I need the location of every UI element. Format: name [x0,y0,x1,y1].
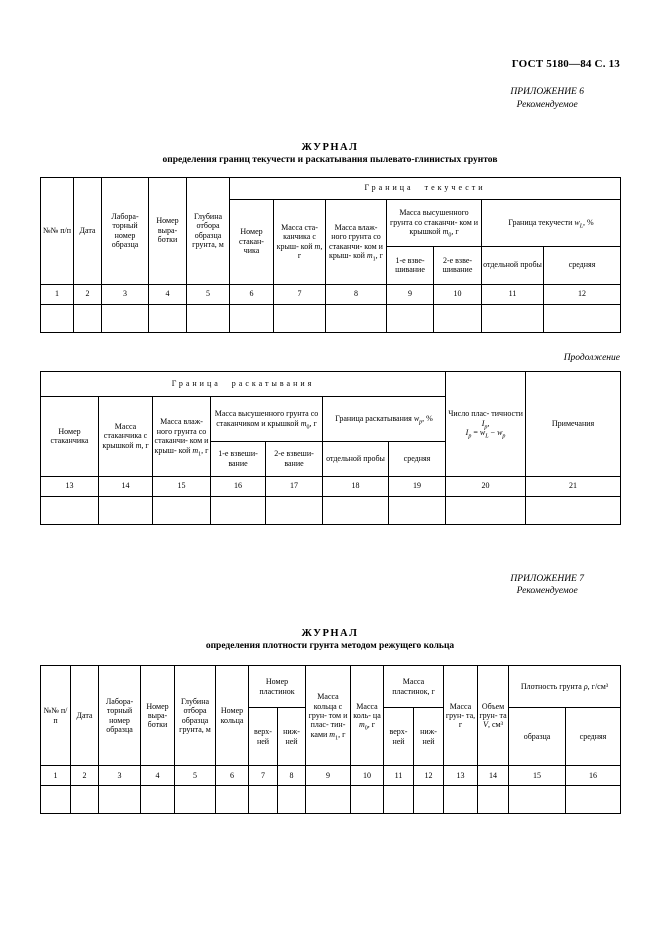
col-header-lab-sample-number: Лабора- торный номер образца [99,666,141,766]
empty-cell [446,496,526,524]
col-header-second-weighing: 2-е взве- шивание [434,246,482,284]
col-header-notes: Примечания [526,371,621,476]
col-number-cell: 14 [478,766,509,786]
col-header-soil-volume: Объем грун- та V, см³ [478,666,509,766]
col-number-cell: 7 [274,284,326,304]
col-number-cell: 15 [153,476,211,496]
journal-2-title: ЖУРНАЛ [301,628,359,640]
col-number-cell: 4 [141,766,175,786]
empty-cell [306,786,351,814]
col-header-lower-plate-mass: ниж- ней [414,708,444,766]
appendix-7 [40,573,620,599]
col-header-first-weighing: 1-е взвеши- вание [211,441,266,476]
col-header-wet-soil-mass: Масса влаж- ного грунта со стаканчи- ком и крыш- кой $m_1$, г [326,199,387,284]
col-header-working-number: Номер выра- ботки [149,177,187,284]
col-number-cell: 3 [102,284,149,304]
empty-cell [444,786,478,814]
empty-cell [384,786,414,814]
col-number-cell: 14 [99,476,153,496]
col-header-cup-lid-mass: Масса ста- канчика с крыш- кой m, г [274,199,326,284]
col-number-cell: 15 [509,766,566,786]
empty-cell [74,304,102,332]
col-number-cell: 10 [351,766,384,786]
group-header-rolling-limit: Граница раскатывания [41,371,446,396]
empty-cell [566,786,621,814]
empty-entry-row [41,496,621,524]
col-header-cup-number: Номер стакан- чика [230,199,274,284]
table-rolling-limit [40,371,621,525]
empty-cell [99,786,141,814]
empty-cell [544,304,621,332]
group-header-liquid-limit-value: Граница текучести $w_L$, % [482,199,621,246]
col-number-cell: 1 [41,284,74,304]
empty-cell [153,496,211,524]
col-header-lower-plate: ниж- ней [278,708,306,766]
col-number-cell: 5 [175,766,216,786]
col-header-single-sample: отдельной пробы [482,246,544,284]
empty-cell [351,786,384,814]
col-header-average: средняя [389,441,446,476]
group-header-liquid-limit: Граница текучести [230,177,621,199]
col-number-cell: 11 [482,284,544,304]
empty-cell [149,304,187,332]
empty-cell [216,786,249,814]
empty-cell [102,304,149,332]
header-row-1 [41,177,621,199]
col-number-cell: 10 [434,284,482,304]
empty-cell [249,786,278,814]
empty-cell [41,786,71,814]
empty-cell [41,304,74,332]
group-header-dry-soil-mass: Масса высушенного грунта со стаканчи- ком и крышкой $m_0$, г [387,199,482,246]
col-number-cell: 1 [41,766,71,786]
journal-1-subtitle: определения границ текучести и раскатывания пылевато-глинистых грунтов [162,154,498,165]
col-number-cell: 6 [230,284,274,304]
group-header-plate-numbers: Номер пластинок [249,666,306,708]
col-header-sampling-depth: Глубина отбора образца грунта, м [175,666,216,766]
col-number-cell: 2 [71,766,99,786]
col-header-density-average: средняя [566,708,621,766]
empty-cell [141,786,175,814]
col-header-single-sample: отдельной пробы [323,441,389,476]
empty-cell [41,496,99,524]
col-number-cell: 19 [389,476,446,496]
empty-cell [414,786,444,814]
empty-cell [323,496,389,524]
journal-1-title: ЖУРНАЛ [301,141,359,153]
group-header-dry-soil-mass: Масса высушенного грунта со стаканчиком и крышкой $m_0$, г [211,396,323,441]
group-header-soil-density: Плотность грунта ρ, г/см³ [509,666,621,708]
col-number-cell: 9 [387,284,434,304]
col-header-ring-number: Номер кольца [216,666,249,766]
appendix-7-title: ПРИЛОЖЕНИЕ 7 [510,573,584,584]
empty-cell [175,786,216,814]
empty-cell [278,786,306,814]
col-number-cell: 16 [211,476,266,496]
col-header-density-sample: образца [509,708,566,766]
journal-2-heading [40,628,620,651]
empty-cell [482,304,544,332]
col-number-cell: 17 [266,476,323,496]
empty-cell [71,786,99,814]
col-header-cup-lid-mass: Масса стаканчика с крышкой m, г [99,396,153,476]
empty-cell [434,304,482,332]
col-header-wet-soil-mass: Масса влаж- ного грунта со стаканчи- ком и крыш- кой $m_1$, г [153,396,211,476]
group-header-rolling-limit-value: Граница раскатывания $w_p$, % [323,396,446,441]
empty-cell [211,496,266,524]
col-number-cell: 5 [187,284,230,304]
journal-2-subtitle: определения плотности грунта методом режущего кольца [205,641,455,652]
empty-entry-row [41,786,621,814]
col-number-cell: 21 [526,476,621,496]
table-density-cutting-ring [40,665,621,814]
col-number-cell: 13 [444,766,478,786]
empty-cell [389,496,446,524]
col-header-upper-plate-mass: верх- ней [384,708,414,766]
header-row-1 [41,666,621,708]
col-header-date: Дата [74,177,102,284]
col-header-average: средняя [544,246,621,284]
empty-cell [526,496,621,524]
col-number-cell: 6 [216,766,249,786]
appendix-6-title: ПРИЛОЖЕНИЕ 6 [510,87,584,97]
empty-cell [230,304,274,332]
empty-cell [509,786,566,814]
col-number-cell: 13 [41,476,99,496]
continuation-label: Продолжение [563,352,620,363]
col-number-cell: 12 [544,284,621,304]
col-header-first-weighing: 1-е взве- шивание [387,246,434,284]
column-numbers-row [41,284,621,304]
journal-1-heading [40,142,620,165]
page-header: ГОСТ 5180—84 С. 13 [511,58,620,70]
col-number-cell: 20 [446,476,526,496]
col-number-cell: 9 [306,766,351,786]
column-numbers-row [41,476,621,496]
col-header-ring-soil-plates-mass: Масса кольца с грун- том и плас- тин- ками $m_1$, г [306,666,351,766]
header-row-1 [41,371,621,396]
col-header-lab-sample-number: Лабора- торный номер образца [102,177,149,284]
col-number-cell: 7 [249,766,278,786]
col-number-cell: 12 [414,766,444,786]
appendix-7-subtitle: Рекомендуемое [516,586,578,597]
col-header-soil-mass: Масса грун- та, г [444,666,478,766]
table-liquid-limit [40,177,621,333]
empty-cell [99,496,153,524]
appendix-6 [40,86,620,112]
empty-cell [387,304,434,332]
group-header-plates-mass: Масса пластинок, г [384,666,444,708]
empty-cell [266,496,323,524]
empty-entry-row [41,304,621,332]
col-number-cell: 4 [149,284,187,304]
col-number-cell: 18 [323,476,389,496]
col-header-plasticity-index: Число плас- тичности $I_p$, $I_p = w_L - w_p$ [446,371,526,476]
empty-cell [478,786,509,814]
col-header-second-weighing: 2-е взвеши- вание [266,441,323,476]
empty-cell [187,304,230,332]
col-header-sampling-depth: Глубина отбора образца грунта, м [187,177,230,284]
empty-cell [326,304,387,332]
col-number-cell: 16 [566,766,621,786]
column-numbers-row [41,766,621,786]
col-number-cell: 3 [99,766,141,786]
col-header-row-number: №№ п/п [41,177,74,284]
col-header-ring-mass: Масса коль- ца $m_0$, г [351,666,384,766]
col-number-cell: 8 [326,284,387,304]
col-header-row-number: №№ п/п [41,666,71,766]
col-header-cup-number: Номер стаканчика [41,396,99,476]
empty-cell [274,304,326,332]
col-header-upper-plate: верх- ней [249,708,278,766]
col-number-cell: 8 [278,766,306,786]
col-header-date: Дата [71,666,99,766]
appendix-6-subtitle: Рекомендуемое [516,99,578,110]
col-number-cell: 11 [384,766,414,786]
col-number-cell: 2 [74,284,102,304]
col-header-working-number: Номер выра- ботки [141,666,175,766]
